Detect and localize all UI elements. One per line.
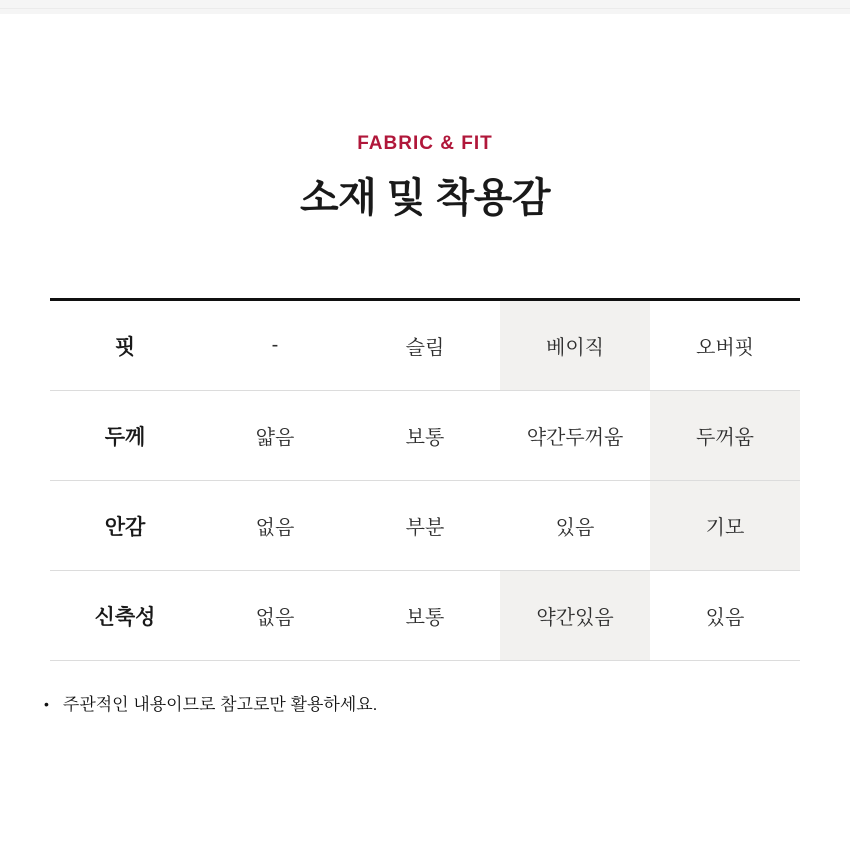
section-divider (0, 0, 850, 14)
section-eyebrow: FABRIC & FIT (357, 133, 493, 154)
table-row-fit (50, 301, 800, 391)
divider-hairline (0, 8, 850, 9)
cell-value: - (271, 334, 279, 356)
cell-value: 없음 (255, 517, 295, 539)
cell-value: 보통 (405, 427, 445, 449)
row-label: 신축성 (94, 605, 156, 629)
cell-value-selected: 두꺼움 (650, 391, 800, 480)
cell-value: 슬림 (405, 337, 445, 359)
cell-value: 보통 (405, 607, 445, 629)
table-row-thickness (50, 391, 800, 481)
cell-value-selected: 약간있음 (500, 571, 650, 660)
cell-value: 오버핏 (696, 337, 754, 359)
footnote-text: 주관적인 내용이므로 참고로만 활용하세요. (62, 695, 378, 714)
cell-value-selected: 기모 (650, 481, 800, 570)
cell-value: 약간두꺼움 (526, 427, 624, 449)
section-header (0, 132, 850, 222)
cell-value: 있음 (555, 517, 595, 539)
bullet-icon: • (44, 696, 49, 712)
row-label: 두께 (104, 425, 146, 449)
cell-value: 있음 (705, 607, 745, 629)
row-label: 핏 (114, 335, 136, 359)
table-row-lining (50, 481, 800, 571)
cell-value: 얇음 (255, 427, 295, 449)
cell-value-selected: 베이직 (500, 301, 650, 390)
section-title: 소재 및 착용감 (299, 176, 551, 220)
footnote (44, 694, 377, 715)
cell-value: 부분 (405, 517, 445, 539)
row-label: 안감 (104, 515, 146, 539)
cell-value: 없음 (255, 607, 295, 629)
fabric-fit-table (50, 298, 800, 661)
table-row-stretch (50, 571, 800, 661)
